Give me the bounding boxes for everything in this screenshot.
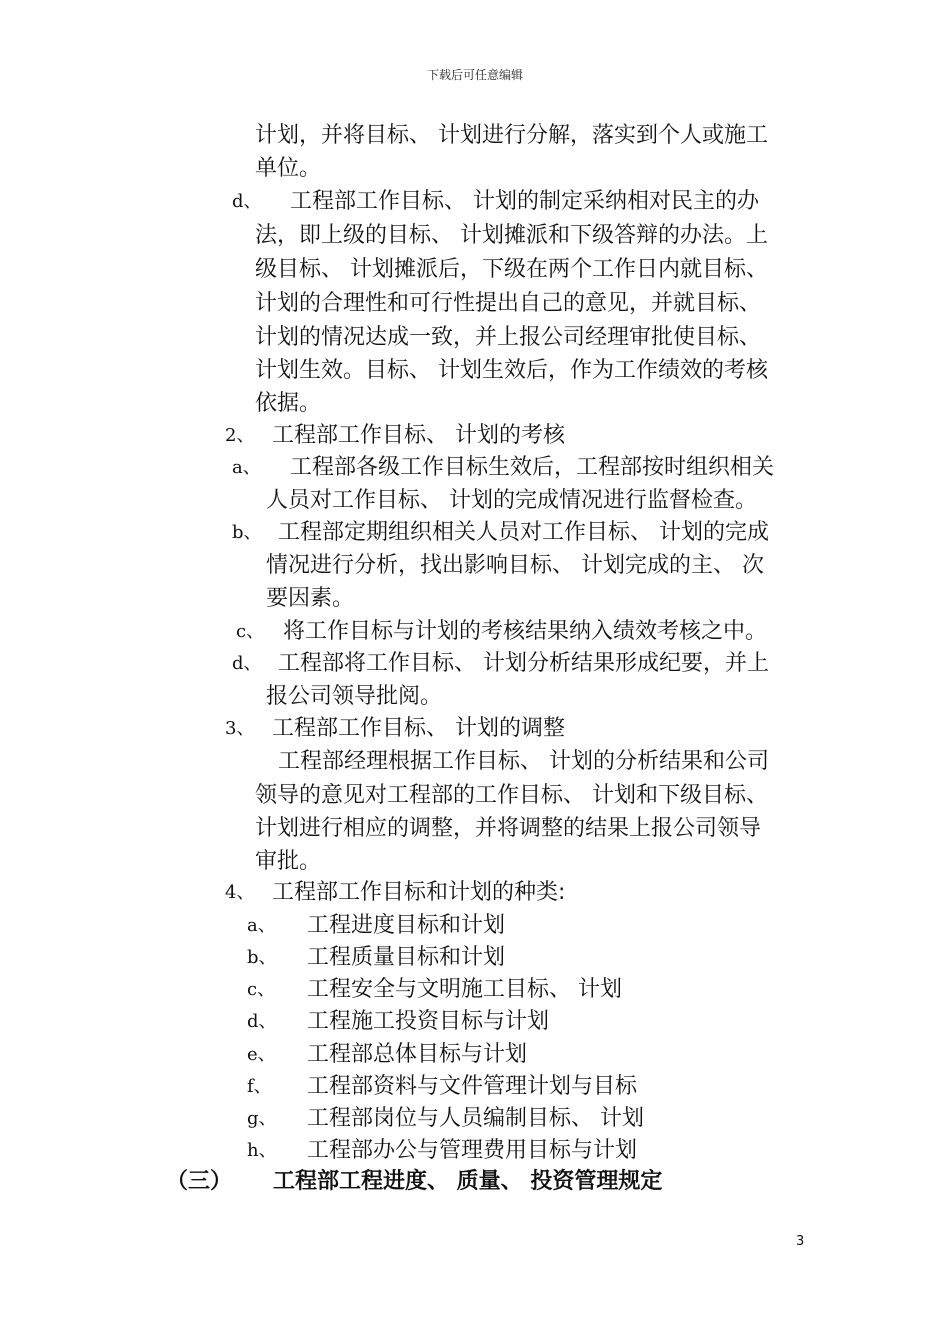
text-line: 工程部经理根据工作目标、 计划的分析结果和公司 (278, 749, 769, 774)
page-number: 3 (796, 1234, 805, 1249)
text-line: 计划生效。目标、 计划生效后，作为工作绩效的考核 (255, 358, 768, 383)
text-line: 领导的意见对工程部的工作目标、 计划和下级目标、 (255, 783, 768, 808)
list-marker: a、 (247, 915, 276, 936)
list-marker: b、 (232, 522, 262, 543)
list-marker: 4、 (225, 882, 255, 903)
text-line: 工程部工作目标、 计划的考核 (272, 423, 565, 448)
list-marker: c、 (247, 979, 276, 1000)
text-line: 级目标、 计划摊派后，下级在两个工作日内就目标、 (255, 257, 768, 282)
text-line: 报公司领导批阅。 (266, 684, 443, 709)
text-line: 工程进度目标和计划 (307, 913, 506, 938)
list-marker: d、 (232, 653, 262, 674)
list-marker: c、 (236, 621, 265, 642)
list-marker: h、 (247, 1140, 277, 1161)
text-line: 计划，并将目标、 计划进行分解，落实到个人或施工 (255, 123, 768, 148)
list-marker: f、 (247, 1076, 272, 1097)
text-line: 单位。 (255, 156, 322, 181)
text-line: 工程部岗位与人员编制目标、 计划 (307, 1106, 644, 1131)
text-line: 工程部将工作目标、 计划分析结果形成纪要，并上 (278, 651, 769, 676)
text-line: 工程部工作目标、 计划的制定采纳相对民主的办 (290, 189, 759, 214)
text-line: 工程部资料与文件管理计划与目标 (307, 1074, 638, 1099)
page-header: 下载后可任意编辑 (426, 68, 523, 82)
section-marker: （三） (166, 1169, 233, 1194)
text-line: 工程施工投资目标与计划 (307, 1009, 550, 1034)
list-marker: 2、 (225, 425, 255, 446)
text-line: 工程部总体目标与计划 (307, 1042, 528, 1067)
text-line: 依据。 (255, 391, 322, 416)
text-line: 工程部工作目标和计划的种类: (272, 880, 566, 905)
text-line: 人员对工作目标、 计划的完成情况进行监督检查。 (266, 488, 757, 513)
list-marker: 3、 (225, 718, 255, 739)
list-marker: g、 (247, 1108, 277, 1129)
text-line: 工程部办公与管理费用目标与计划 (307, 1138, 638, 1163)
list-marker: a、 (232, 457, 261, 478)
text-line: 工程部各级工作目标生效后，工程部按时组织相关 (290, 455, 775, 480)
text-line: 工程安全与文明施工目标、 计划 (307, 977, 622, 1002)
list-marker: e、 (247, 1044, 276, 1065)
text-line: 情况进行分析，找出影响目标、 计划完成的主、 次 (266, 553, 764, 578)
text-line: 计划进行相应的调整，并将调整的结果上报公司领导 (255, 816, 762, 841)
text-line: 计划的情况达成一致，并上报公司经理审批使目标、 (255, 325, 762, 350)
section-heading: 工程部工程进度、 质量、 投资管理规定 (273, 1169, 663, 1194)
text-line: 工程部工作目标、 计划的调整 (272, 716, 565, 741)
list-marker: b、 (247, 947, 277, 968)
text-line: 法，即上级的目标、 计划摊派和下级答辩的办法。上 (255, 223, 768, 248)
text-line: 要因素。 (266, 586, 355, 611)
list-marker: d、 (247, 1011, 277, 1032)
text-line: 工程质量目标和计划 (307, 945, 506, 970)
text-line: 审批。 (255, 849, 322, 874)
text-line: 工程部定期组织相关人员对工作目标、 计划的完成 (278, 520, 769, 545)
list-marker: d、 (232, 191, 262, 212)
text-line: 将工作目标与计划的考核结果纳入绩效考核之中。 (283, 619, 768, 644)
text-line: 计划的合理性和可行性提出自己的意见，并就目标、 (255, 291, 762, 316)
